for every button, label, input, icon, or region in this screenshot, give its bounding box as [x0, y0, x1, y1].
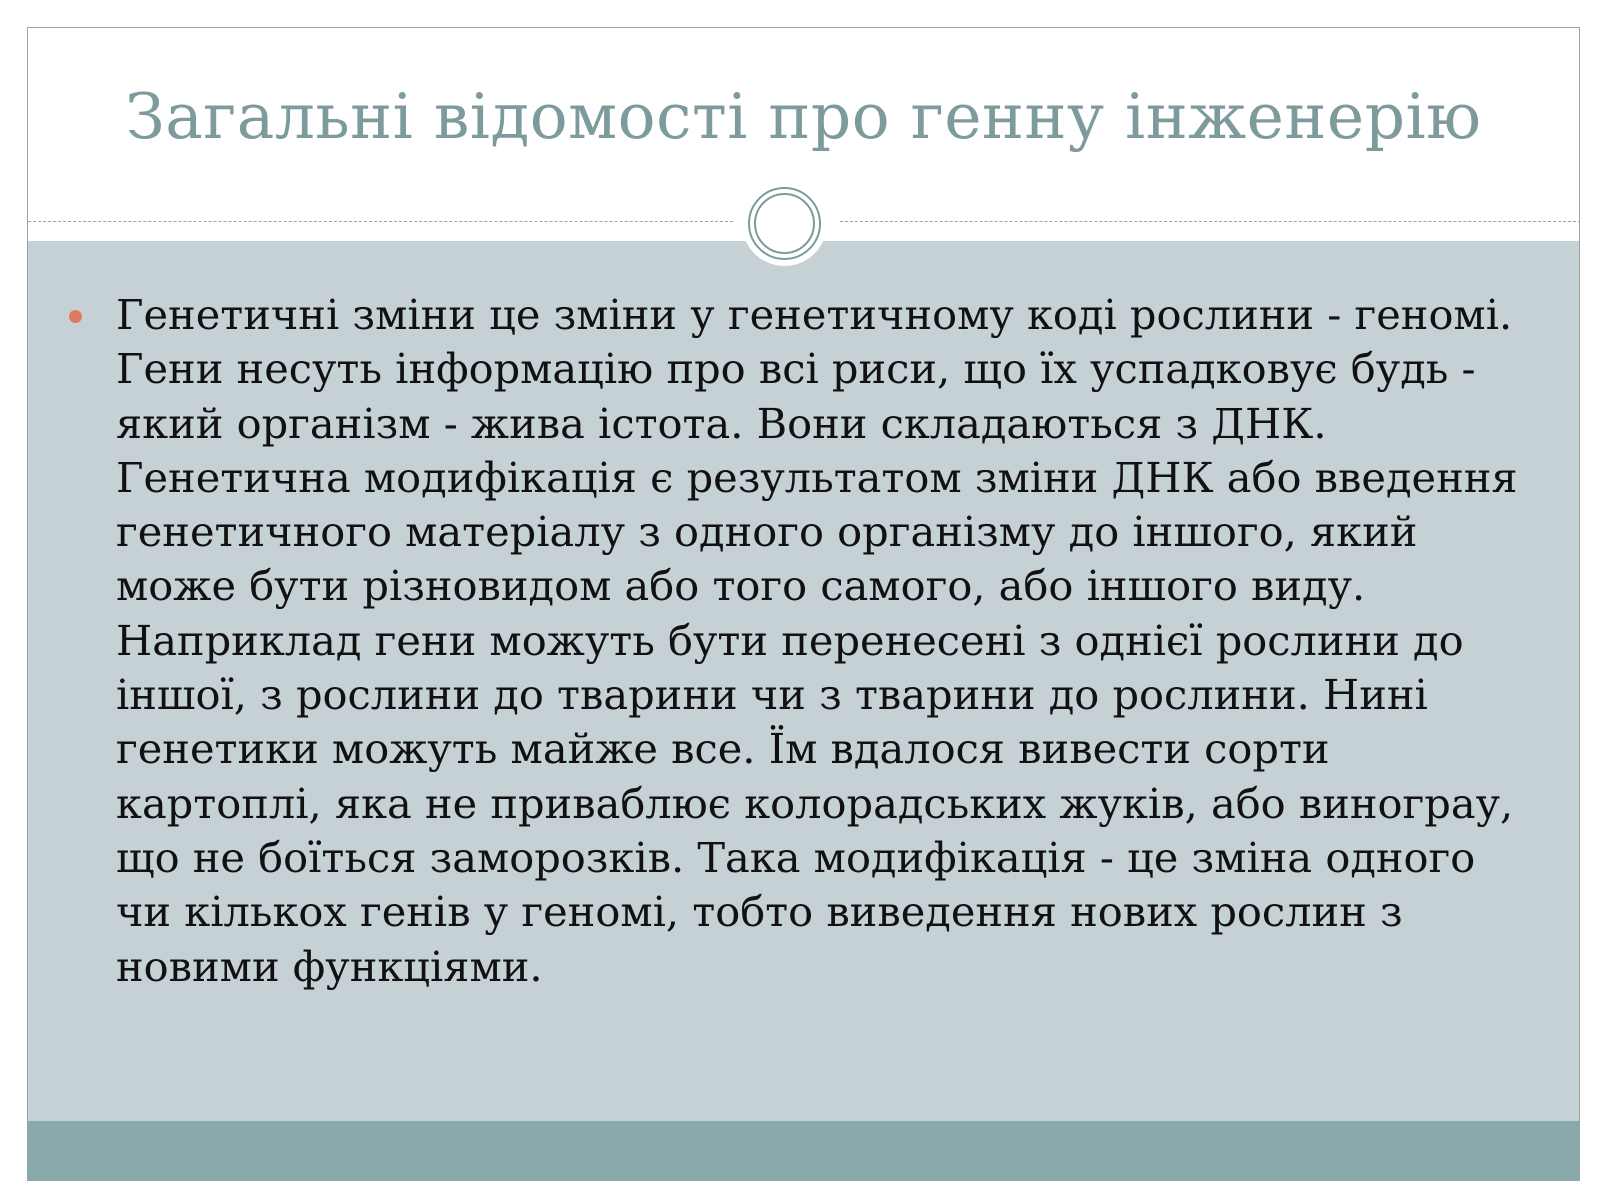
body-paragraph-2: Наприклад гени можуть бути перенесені з однієї рослини до іншої, з рослини до тварини чи з тварини до рослини. Нині генетики можуть майже все. Їм вдалося вивести сорти картоплі, яка не приваблює колорадських жуків, або винограу, що не боїться заморозків. Така модифікація - це зміна одного чи кількох генів у геномі, тобто виведення нових рослин з новими функціями.	[116, 615, 1514, 991]
circle-ornament-icon	[742, 181, 827, 266]
ornament-inner-ring	[754, 193, 815, 254]
title-divider-left	[28, 221, 733, 222]
slide-title: Загальні відомості про генну інженерію	[125, 80, 1482, 153]
slide	[27, 27, 1580, 1181]
body-paragraph-1: Генетичні зміни це зміни у генетичному коді рослини - геномі. Гени несуть інформацію про всі риси, що їх успадковує будь - який організм - жива істота. Вони складаються з ДНК. Генетична модифікація є результатом зміни ДНК або введення генетичного матеріалу з одного організму до іншого, який може бути різновидом або того самого, або іншого виду.	[116, 290, 1518, 611]
bottom-band	[28, 1121, 1579, 1181]
bullet-dot-icon	[69, 310, 82, 323]
bullet-list-item	[116, 288, 1526, 994]
title-divider-right	[840, 221, 1580, 222]
